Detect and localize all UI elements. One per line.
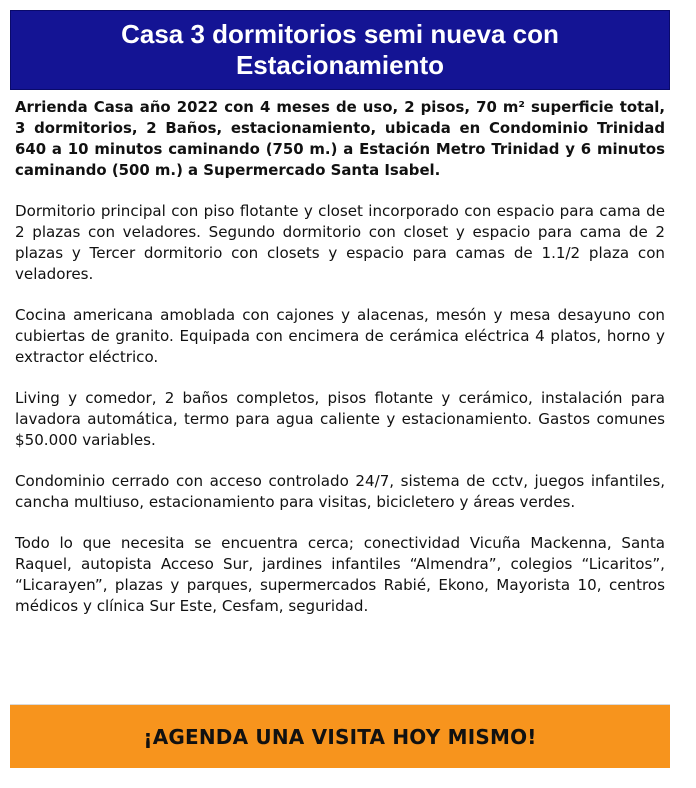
kitchen-paragraph: Cocina americana amoblada con cajones y alacenas, mesón y mesa desayuno con cubiertas de granito. Equipada con encimera de cerámica eléctrica 4 platos, horno y extractor eléctrico. [15, 306, 665, 366]
schedule-visit-banner[interactable] [10, 704, 670, 768]
living-paragraph: Living y comedor, 2 baños completos, pisos flotante y cerámico, instalación para lavadora automática, termo para agua caliente y estacionamiento. Gastos comunes $50.000 variables. [15, 389, 665, 449]
summary-paragraph: Arrienda Casa año 2022 con 4 meses de uso, 2 pisos, 70 m² superficie total, 3 dormitorios, 2 Baños, estacionamiento, ubicada en Condominio Trinidad 640 a 10 minutos caminando (750 m.) a Estación Metro Trinidad y 6 minutos caminando (500 m.) a Supermercado Santa Isabel. [15, 98, 665, 179]
surroundings-paragraph: Todo lo que necesita se encuentra cerca; conectividad Vicuña Mackenna, Santa Raquel, autopista Acceso Sur, jardines infantiles “Almendra”, colegios “Licaritos”, “Licarayen”, plazas y parques, supermercados Rabié, Ekono, Mayorista 10, centros médicos y clínica Sur Este, Cesfam, seguridad. [15, 534, 665, 615]
listing-description [15, 97, 665, 637]
schedule-visit-label[interactable]: ¡AGENDA UNA VISITA HOY MISMO! [143, 724, 537, 749]
condominium-paragraph: Condominio cerrado con acceso controlado 24/7, sistema de cctv, juegos infantiles, cancha multiuso, estacionamiento para visitas, bicicletero y áreas verdes. [15, 472, 665, 511]
page-title: Casa 3 dormitorios semi nueva con Estacionamiento [121, 19, 559, 80]
title-banner [10, 10, 670, 90]
bedrooms-paragraph: Dormitorio principal con piso flotante y closet incorporado con espacio para cama de 2 plazas con veladores. Segundo dormitorio con closet y espacio para cama de 2 plazas y Tercer dormitorio con closets y espacio para camas de 1.1/2 plaza con veladores. [15, 202, 665, 283]
